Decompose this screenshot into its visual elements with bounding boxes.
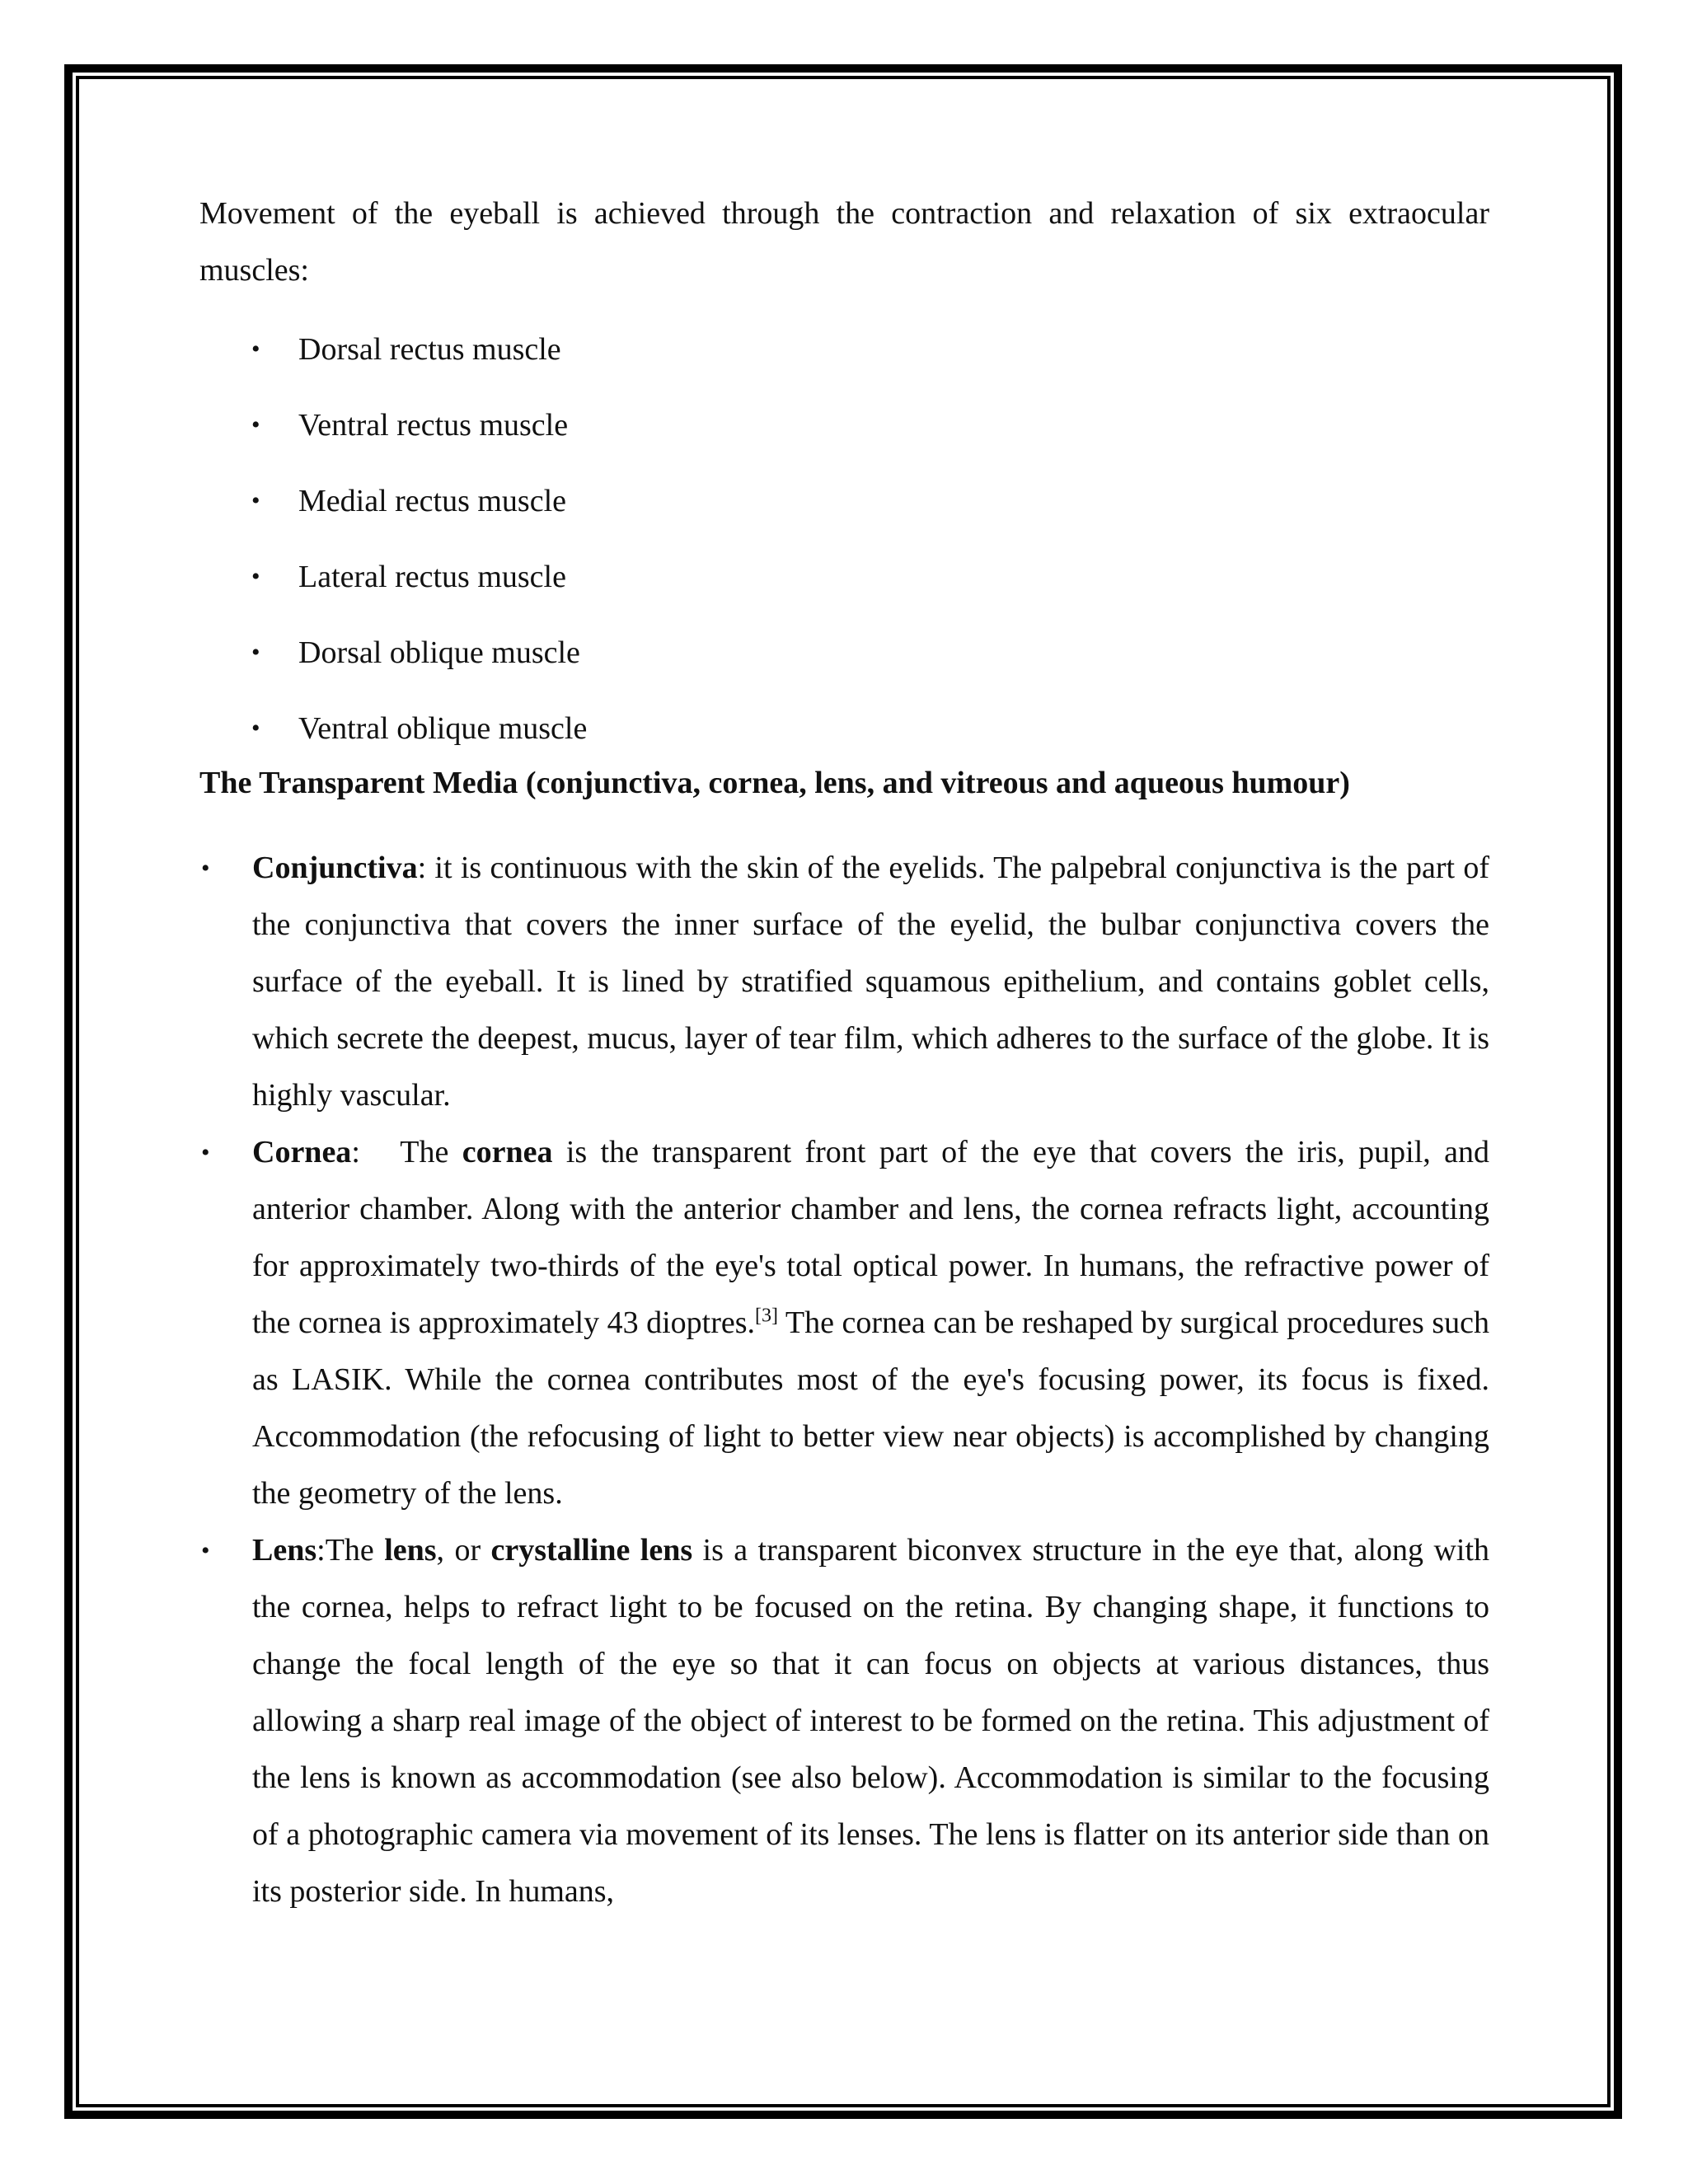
list-item-label: Dorsal rectus muscle — [298, 332, 561, 367]
cornea-separator: : The — [351, 1135, 462, 1169]
bullet-icon: • — [251, 715, 260, 742]
list-item — [199, 691, 1489, 766]
lens-joiner: , or — [436, 1533, 491, 1568]
list-item — [199, 463, 1489, 539]
muscle-list — [199, 312, 1489, 766]
bullet-icon: • — [201, 1139, 210, 1166]
bullet-icon: • — [251, 639, 260, 666]
bullet-icon: • — [251, 487, 260, 514]
citation-link[interactable]: [3] — [755, 1305, 779, 1327]
term-crystalline-lens: crystalline lens — [490, 1533, 693, 1568]
list-item — [199, 615, 1489, 691]
list-item-label: Ventral rectus muscle — [298, 408, 569, 443]
term-lens: Lens — [252, 1533, 317, 1568]
bullet-icon: • — [201, 855, 210, 882]
bullet-icon: • — [251, 335, 260, 363]
media-item-cornea — [199, 1124, 1489, 1522]
document-body — [199, 185, 1489, 1920]
list-item — [199, 539, 1489, 615]
bullet-icon: • — [251, 563, 260, 590]
media-item-lens — [199, 1522, 1489, 1920]
transparent-media-list — [199, 840, 1489, 1920]
intro-paragraph: Movement of the eyeball is achieved through the contraction and relaxation of six extraocular muscles: — [199, 196, 1489, 288]
term-conjunctiva: Conjunctiva — [252, 851, 418, 885]
conjunctiva-text: : it is continuous with the skin of the eyelids. The palpebral conjunctiva is the part of the conjunctiva that covers the inner surface of the eyelid, the bulbar conjunctiva covers the surface of the eyeball. It is lined by stratified squamous epithelium, and contains goblet cells, which secrete the deepest, mucus, layer of tear film, which adheres to the surface of the globe. It is highly vascular. — [252, 851, 1489, 1113]
lens-text: is a transparent biconvex structure in the eye that, along with the cornea, helps to refract light to be focused on the retina. By changing shape, it functions to change the focal length of the eye so that it can focus on objects at various distances, thus allowing a sharp real image of the object of interest to be formed on the retina. This adjustment of the lens is known as accommodation (see also below). Accommodation is similar to the focusing of a photographic camera via movement of its lenses. The lens is flatter on its anterior side than on its posterior side. In humans, — [252, 1533, 1490, 1909]
cornea-text: is the transparent front part of the eye that covers the iris, pupil, and anterior chamber. Along with the anterior chamber and lens, the cornea refracts light, accounting for approximately two-thirds of the eye's total optical power. In humans, the refractive power of the cornea is approximately 43 dioptres. — [252, 1135, 1489, 1340]
media-item-conjunctiva — [199, 840, 1489, 1124]
term-lens-inline: lens — [384, 1533, 437, 1568]
list-item-label: Medial rectus muscle — [298, 484, 567, 518]
list-item-label: Dorsal oblique muscle — [298, 635, 580, 670]
section-heading: The Transparent Media (conjunctiva, cornea, lens, and vitreous and aqueous humour) — [199, 766, 1350, 800]
list-item — [199, 312, 1489, 387]
list-item-label: Ventral oblique muscle — [298, 711, 588, 746]
term-cornea: Cornea — [252, 1135, 352, 1169]
lens-separator: :The — [316, 1533, 385, 1568]
list-item — [199, 387, 1489, 463]
bullet-icon: • — [251, 411, 260, 438]
list-item-label: Lateral rectus muscle — [298, 560, 566, 594]
cornea-text-continued: The cornea can be reshaped by surgical procedures such as LASIK. While the cornea contributes most of the eye's focusing power, its focus is fixed. Accommodation (the refocusing of light to better view near objects) is accomplished by changing the geometry of the lens. — [252, 1305, 1489, 1511]
bullet-icon: • — [201, 1537, 210, 1564]
term-cornea-inline: cornea — [462, 1135, 553, 1169]
